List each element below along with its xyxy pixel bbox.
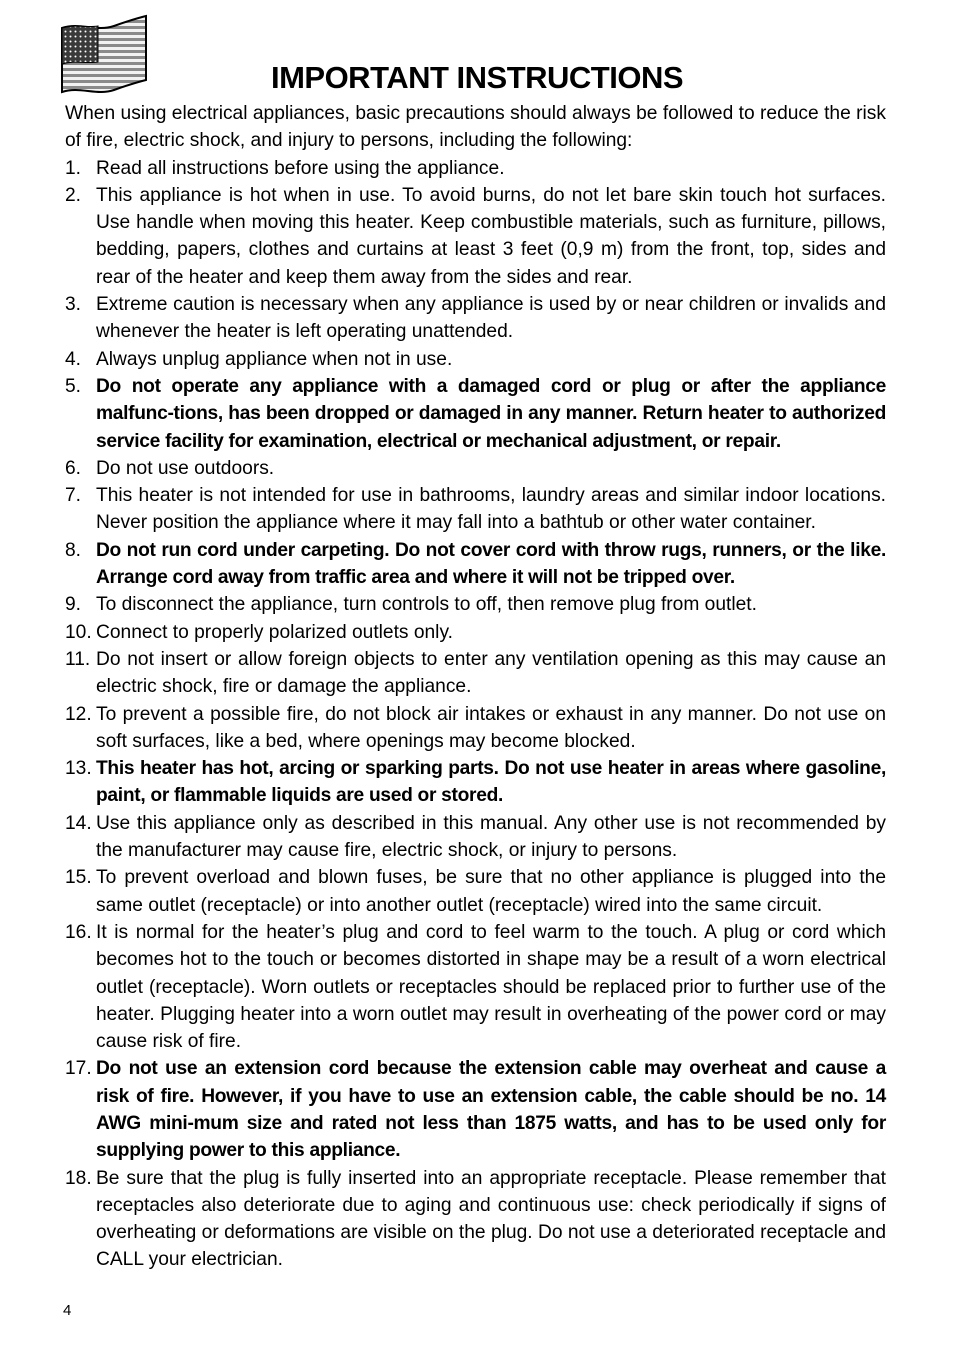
item-text: Do not use outdoors.: [96, 457, 275, 479]
instructions-list: [65, 155, 886, 1274]
item-text: Connect to properly polarized outlets only.: [96, 621, 453, 643]
list-item: [65, 864, 886, 919]
list-item: [65, 291, 886, 346]
list-item: [65, 455, 886, 482]
item-text: To prevent a possible fire, do not block air intakes or exhaust in any manner. Do not use on soft surfaces, like a bed, where openings may become blocked.: [96, 703, 886, 752]
item-number: 4.: [65, 348, 82, 370]
item-number: 13.: [65, 758, 92, 780]
item-number: 16.: [65, 921, 92, 943]
list-item: [65, 482, 886, 537]
item-text: Be sure that the plug is fully inserted into an appropriate receptacle. Please remember that receptacles also deteriorate due to aging and continuous use: check periodically if signs of overheating or deformations are visible on the plug. Do not use a deteriorated receptacle and CALL your electrician.: [96, 1167, 886, 1271]
item-text: Use this appliance only as described in this manual. Any other use is not recommended by the manufacturer may cause fire, electric shock, or injury to persons.: [96, 812, 886, 862]
item-text: This heater is not intended for use in bathrooms, laundry areas and similar indoor locations. Never position the appliance where it may fall into a bathtub or other water container.: [96, 485, 886, 534]
list-item: [65, 810, 886, 865]
list-item: [65, 919, 886, 1055]
item-number: 10.: [65, 621, 92, 643]
page-number: 4: [63, 1302, 72, 1319]
list-item: [65, 619, 886, 646]
item-number: 7.: [65, 485, 82, 507]
list-item: [65, 646, 886, 701]
item-number: 18.: [65, 1167, 92, 1189]
item-text: This heater has hot, arcing or sparking parts. Do not use heater in areas where gasoline, paint, or flammable liquids are used or stored.: [96, 758, 886, 807]
item-number: 6.: [65, 457, 82, 479]
item-text: Do not insert or allow foreign objects to enter any ventilation opening as this may cause an electric shock, fire or damage the appliance.: [96, 648, 886, 698]
list-item: [65, 701, 886, 756]
item-number: 3.: [65, 294, 82, 316]
list-item: [65, 155, 886, 182]
list-item: [65, 373, 886, 455]
item-number: 12.: [65, 703, 92, 725]
list-item: [65, 755, 886, 810]
item-text: Extreme caution is necessary when any appliance is used by or near children or invalids and whenever the heater is left operating unattended.: [96, 294, 886, 343]
list-item: [65, 346, 886, 373]
item-number: 5.: [65, 375, 82, 397]
item-number: 11.: [65, 648, 91, 670]
item-text: This appliance is hot when in use. To avoid burns, do not let bare skin touch hot surfaces. Use handle when moving this heater. Keep combustible materials, such as furniture, pillows, bedding, papers, clothes and curtains at least 3 feet (0,9 m) from the front, top, sides and rear of the heater and keep them away from the sides and rear.: [96, 184, 886, 288]
instructions-content: [65, 100, 886, 1274]
list-item: [65, 537, 886, 592]
item-text: Do not run cord under carpeting. Do not cover cord with throw rugs, runners, or the like. Arrange cord away from traffic area and where it will not be tripped over.: [96, 539, 886, 589]
item-number: 8.: [65, 539, 82, 561]
item-number: 15.: [65, 867, 92, 889]
item-number: 1.: [65, 157, 82, 179]
list-item: [65, 1055, 886, 1164]
list-item: [65, 182, 886, 291]
item-number: 2.: [65, 184, 82, 206]
item-text: It is normal for the heater’s plug and cord to feel warm to the touch. A plug or cord which becomes hot to the touch or becomes distorted in shape may be a result of a worn electrical outlet (receptacle). Worn outlets or receptacles should be replaced prior to further use of the heater. Plugging heater into a worn outlet may result in overheating of the power cord or may cause risk of fire.: [96, 921, 886, 1053]
item-text: To disconnect the appliance, turn controls to off, then remove plug from outlet.: [96, 594, 757, 616]
list-item: [65, 591, 886, 618]
item-text: Do not operate any appliance with a damaged cord or plug or after the appliance malfunc-tions, has been dropped or damaged in any manner. Return heater to authorized service facility for examination, electrical or mechanical adjustment, or repair.: [96, 375, 886, 452]
item-number: 14.: [65, 812, 92, 834]
item-number: 9.: [65, 594, 82, 616]
item-text: Always unplug appliance when not in use.: [96, 348, 453, 370]
item-text: Read all instructions before using the appliance.: [96, 157, 505, 179]
item-number: 17.: [65, 1058, 92, 1080]
item-text: Do not use an extension cord because the extension cable may overheat and cause a risk of fire. However, if you have to use an extension cable, the cable should be no. 14 AWG mini-mum size and rated not less than 1875 watts, and has to be used only for supplying power to this appliance.: [96, 1058, 886, 1162]
intro-paragraph: When using electrical appliances, basic precautions should always be followed to reduce the risk of fire, electric shock, and injury to persons, including the following:: [65, 103, 886, 152]
page-title: IMPORTANT INSTRUCTIONS: [270, 60, 684, 95]
item-text: To prevent overload and blown fuses, be sure that no other appliance is plugged into the same outlet (receptacle) or into another outlet (receptacle) wired into the same circuit.: [96, 867, 886, 916]
list-item: [65, 1165, 886, 1274]
